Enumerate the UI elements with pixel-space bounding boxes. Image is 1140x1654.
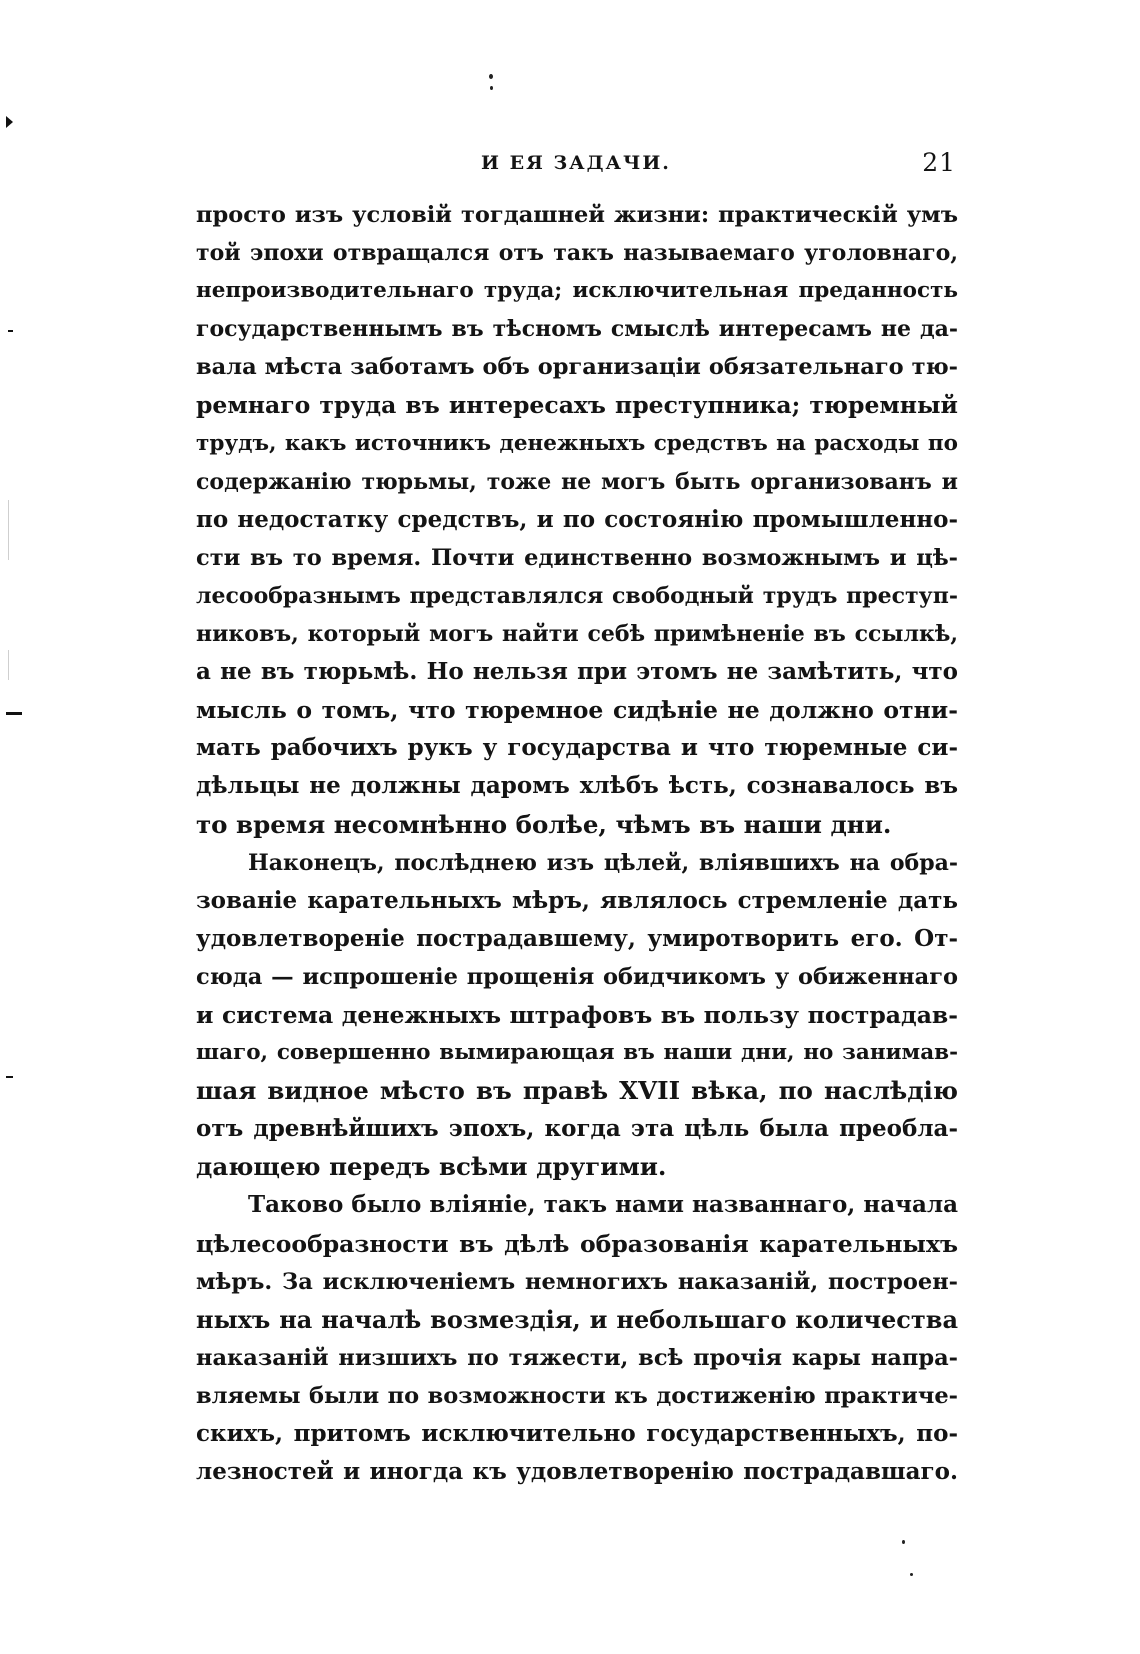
margin-mark-upper — [8, 330, 13, 332]
text-line: удовлетвореніе пострадавшему, умиротворить его. От- — [196, 924, 958, 952]
text-line: зованіе карательныхъ мѣръ, являлось стремленіе дать — [196, 886, 958, 914]
text-line: шаго, совершенно вымирающая въ наши дни, но занимав- — [196, 1040, 958, 1066]
text-line: той эпохи отвращался отъ такъ называемаго уголовнаго, — [196, 240, 958, 267]
page-number: 21 — [922, 148, 956, 177]
paragraph-start-line: Таково было вліяніе, такъ нами названнаго, начала — [248, 1191, 958, 1219]
scan-speck-bottom — [902, 1540, 905, 1544]
text-line: дѣльцы не должны даромъ хлѣбъ ѣсть, сознавалось въ — [196, 772, 958, 800]
text-line: вляемы были по возможности къ достиженію практиче- — [196, 1382, 958, 1409]
text-line: ныхъ на началѣ возмездія, и небольшаго количества — [196, 1304, 958, 1334]
margin-mark-top — [6, 116, 13, 128]
text-line: государственнымъ въ тѣсномъ смыслѣ интересамъ не да- — [196, 316, 958, 343]
text-line: скихъ, притомъ исключительно государственныхъ, по- — [196, 1420, 958, 1447]
margin-mark-lower — [6, 1076, 13, 1078]
text-line: мысль о томъ, что тюремное сидѣніе не должно отни- — [196, 696, 958, 725]
text-line: цѣлесообразности въ дѣлѣ образованія карательныхъ — [196, 1229, 958, 1258]
text-line: мать рабочихъ рукъ у государства и что тюремные си- — [196, 734, 958, 762]
text-line: мѣръ. За исключеніемъ немногихъ наказаній, построен- — [196, 1268, 958, 1295]
text-line: никовъ, который могъ найти себѣ примѣненіе въ ссылкѣ, — [196, 621, 958, 648]
scan-edge-line-2 — [8, 650, 9, 680]
text-line: просто изъ условій тогдашней жизни: практическій умъ — [196, 202, 958, 228]
text-line: содержанію тюрьмы, тоже не могъ быть организованъ и — [196, 468, 958, 495]
text-line: сти въ то время. Почти единственно возможнымъ и цѣ- — [196, 544, 958, 571]
text-line: трудъ, какъ источникъ денежныхъ средствъ на расходы по — [196, 430, 958, 456]
paragraph-end-line: то время несомнѣнно болѣе, чѣмъ въ наши дни. — [196, 809, 892, 839]
text-line: по недостатку средствъ, и по состоянію промышленно- — [196, 505, 958, 533]
margin-mark-middle — [6, 712, 22, 715]
scan-edge-line — [8, 500, 9, 560]
page-header — [196, 148, 956, 178]
text-line: отъ древнѣйшихъ эпохъ, когда эта цѣль была преобла- — [196, 1115, 958, 1143]
scan-speck-top-2 — [490, 86, 493, 90]
text-line: непроизводительнаго труда; исключительная преданность — [196, 278, 958, 304]
body-text — [196, 196, 958, 1491]
text-line: сюда — испрошеніе прощенія обидчикомъ у обиженнаго — [196, 963, 958, 990]
text-line: наказаній низшихъ по тяжести, всѣ прочія кары напра- — [196, 1344, 958, 1371]
text-line: лесообразнымъ представлялся свободный трудъ преступ- — [196, 582, 958, 609]
paragraph-end-line: дающею передъ всѣми другими. — [196, 1152, 667, 1182]
text-line: ремнаго труда въ интересахъ преступника; тюремный — [196, 391, 958, 420]
text-line: лезностей и иногда къ удовлетворенію пострадавшаго. — [196, 1458, 958, 1486]
text-line: шая видное мѣсто въ правѣ XVII вѣка, по наслѣдію — [196, 1076, 958, 1106]
scan-speck-top — [489, 74, 493, 79]
paragraph-start-line: Наконецъ, послѣднею изъ цѣлей, вліявшихъ на обра- — [248, 849, 958, 876]
text-line: а не въ тюрьмѣ. Но нельзя при этомъ не замѣтить, что — [196, 658, 958, 686]
text-line: вала мѣста заботамъ объ организаціи обязательнаго тю- — [196, 354, 958, 381]
scan-speck-bottom-2 — [910, 1573, 913, 1576]
text-line: и система денежныхъ штрафовъ въ пользу пострадав- — [196, 1000, 958, 1029]
running-head: И ЕЯ ЗАДАЧИ. — [481, 152, 671, 174]
